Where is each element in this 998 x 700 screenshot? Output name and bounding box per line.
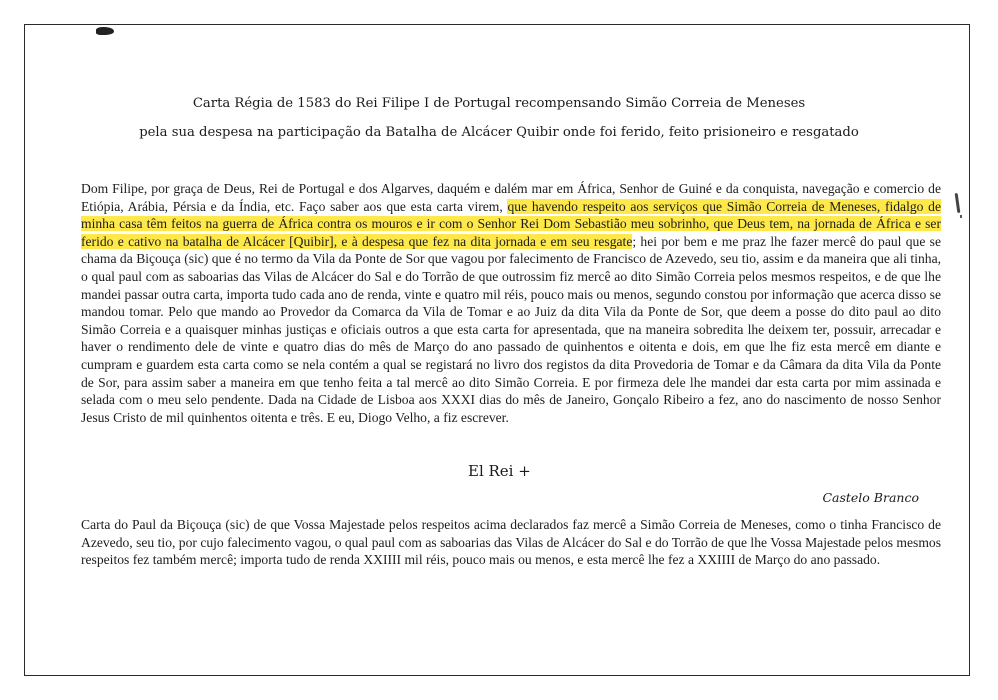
scan-artifact-dot [960, 215, 962, 218]
document-title-line-1: Carta Régia de 1583 do Rei Filipe I de Portugal recompensando Simão Correia de Meneses [192, 96, 806, 111]
letter-text-intro: Dom Filipe, por graça de Deus, Rei de Portugal e dos Algarves, daquém e dalém mar em África, Senhor de Guiné e da conquista, navegação e comercio de Etiópia, Arábia, Pérsia e da Índia, etc. Faço saber aos que esta carta virem, [81, 181, 941, 214]
summary-paragraph: Carta do Paul da Biçouça (sic) de que Vossa Majestade pelos respeitos acima declarados faz mercê a Simão Correia de Meneses, como o tinha Francisco de Azevedo, seu tio, por cujo falecimento vagou, o qual paul com as saboarias das Vilas de Alcácer do Sal e do Torrão de que lhe Vossa Majestade pelos mesmos respeitos fez também mercê; importa tudo de renda XXIIII mil réis, pouco mais ou menos, e esta mercê lhe fez a XXIIII de Março do ano passado. [81, 517, 941, 568]
letter-body-paragraph [81, 180, 941, 426]
highlighted-passage: que havendo respeito aos serviços que Simão Correia de Meneses, fidalgo de minha casa têm feitos na guerra de África contra os mouros e ir com o Senhor Rei Dom Sebastião meu sobrinho, que Deus tem, na jornada de África e ser ferido e cativo na batalha de Alcácer [Quibir], e à despesa que fez na dita jornada e em seu resgate [81, 198, 941, 249]
letter-text-continuation: ; hei por bem e me praz lhe fazer mercê do paul que se chama da Biçouça (sic) que é no termo da Vila da Ponte de Sor que vagou por falecimento de Francisco de Azevedo, seu tio, assim e da maneira que ali tinha, o qual paul com as saboarias das Vilas de Alcácer do Sal e do Torrão de que outrossim fiz mercê ao dito Simão Correia pelos mesmos respeitos, e de que lhe mandei passar outra carta, importa tudo cada ano de renda, vinte e quatro mil réis, pouco mais ou menos, segundo constou por informação que acerca disso se mandou tomar. Pelo que mando ao Provedor da Comarca da Vila de Tomar e ao Juiz da dita Vila da Ponte de Sor, que deem a posse do dito paul ao dito Simão Correia e a quaisquer minhas justiças e oficiais outros a que esta carta for apresentada, que na maneira sobredita lhe deixem ter, possuir, arrecadar e haver o rendimento dele de vinte e quatro dias do mês de Março do ano passado de quinhentos e oitenta e dois, em que lhe fiz esta mercê em diante e cumpram e guardem esta carta como se nela contém a qual se registará no livro dos registos da dita Provedoria de Tomar e da Câmara da dita Vila da Ponte de Sor, para assim saber a maneira em que tenho feita a tal mercê ao dito Simão Correia. E por firmeza dele lhe mandei dar esta carta por mim assinada e selada com o meu selo pendente. Dada na Cidade de Lisboa aos XXXI dias do mês de Janeiro, Gonçalo Ribeiro a fez, ano do nascimento de nosso Senhor Jesus Cristo de mil quinhentos oitenta e três. E eu, Diogo Velho, a fiz escrever. [81, 233, 941, 425]
document-title-line-2: pela sua despesa na participação da Batalha de Alcácer Quibir onde foi ferido, feito prisioneiro e resgatado [139, 125, 859, 140]
scan-artifact-blot [96, 27, 114, 35]
signer-name: Castelo Branco [822, 490, 919, 505]
royal-signature: El Rei + [468, 462, 531, 480]
